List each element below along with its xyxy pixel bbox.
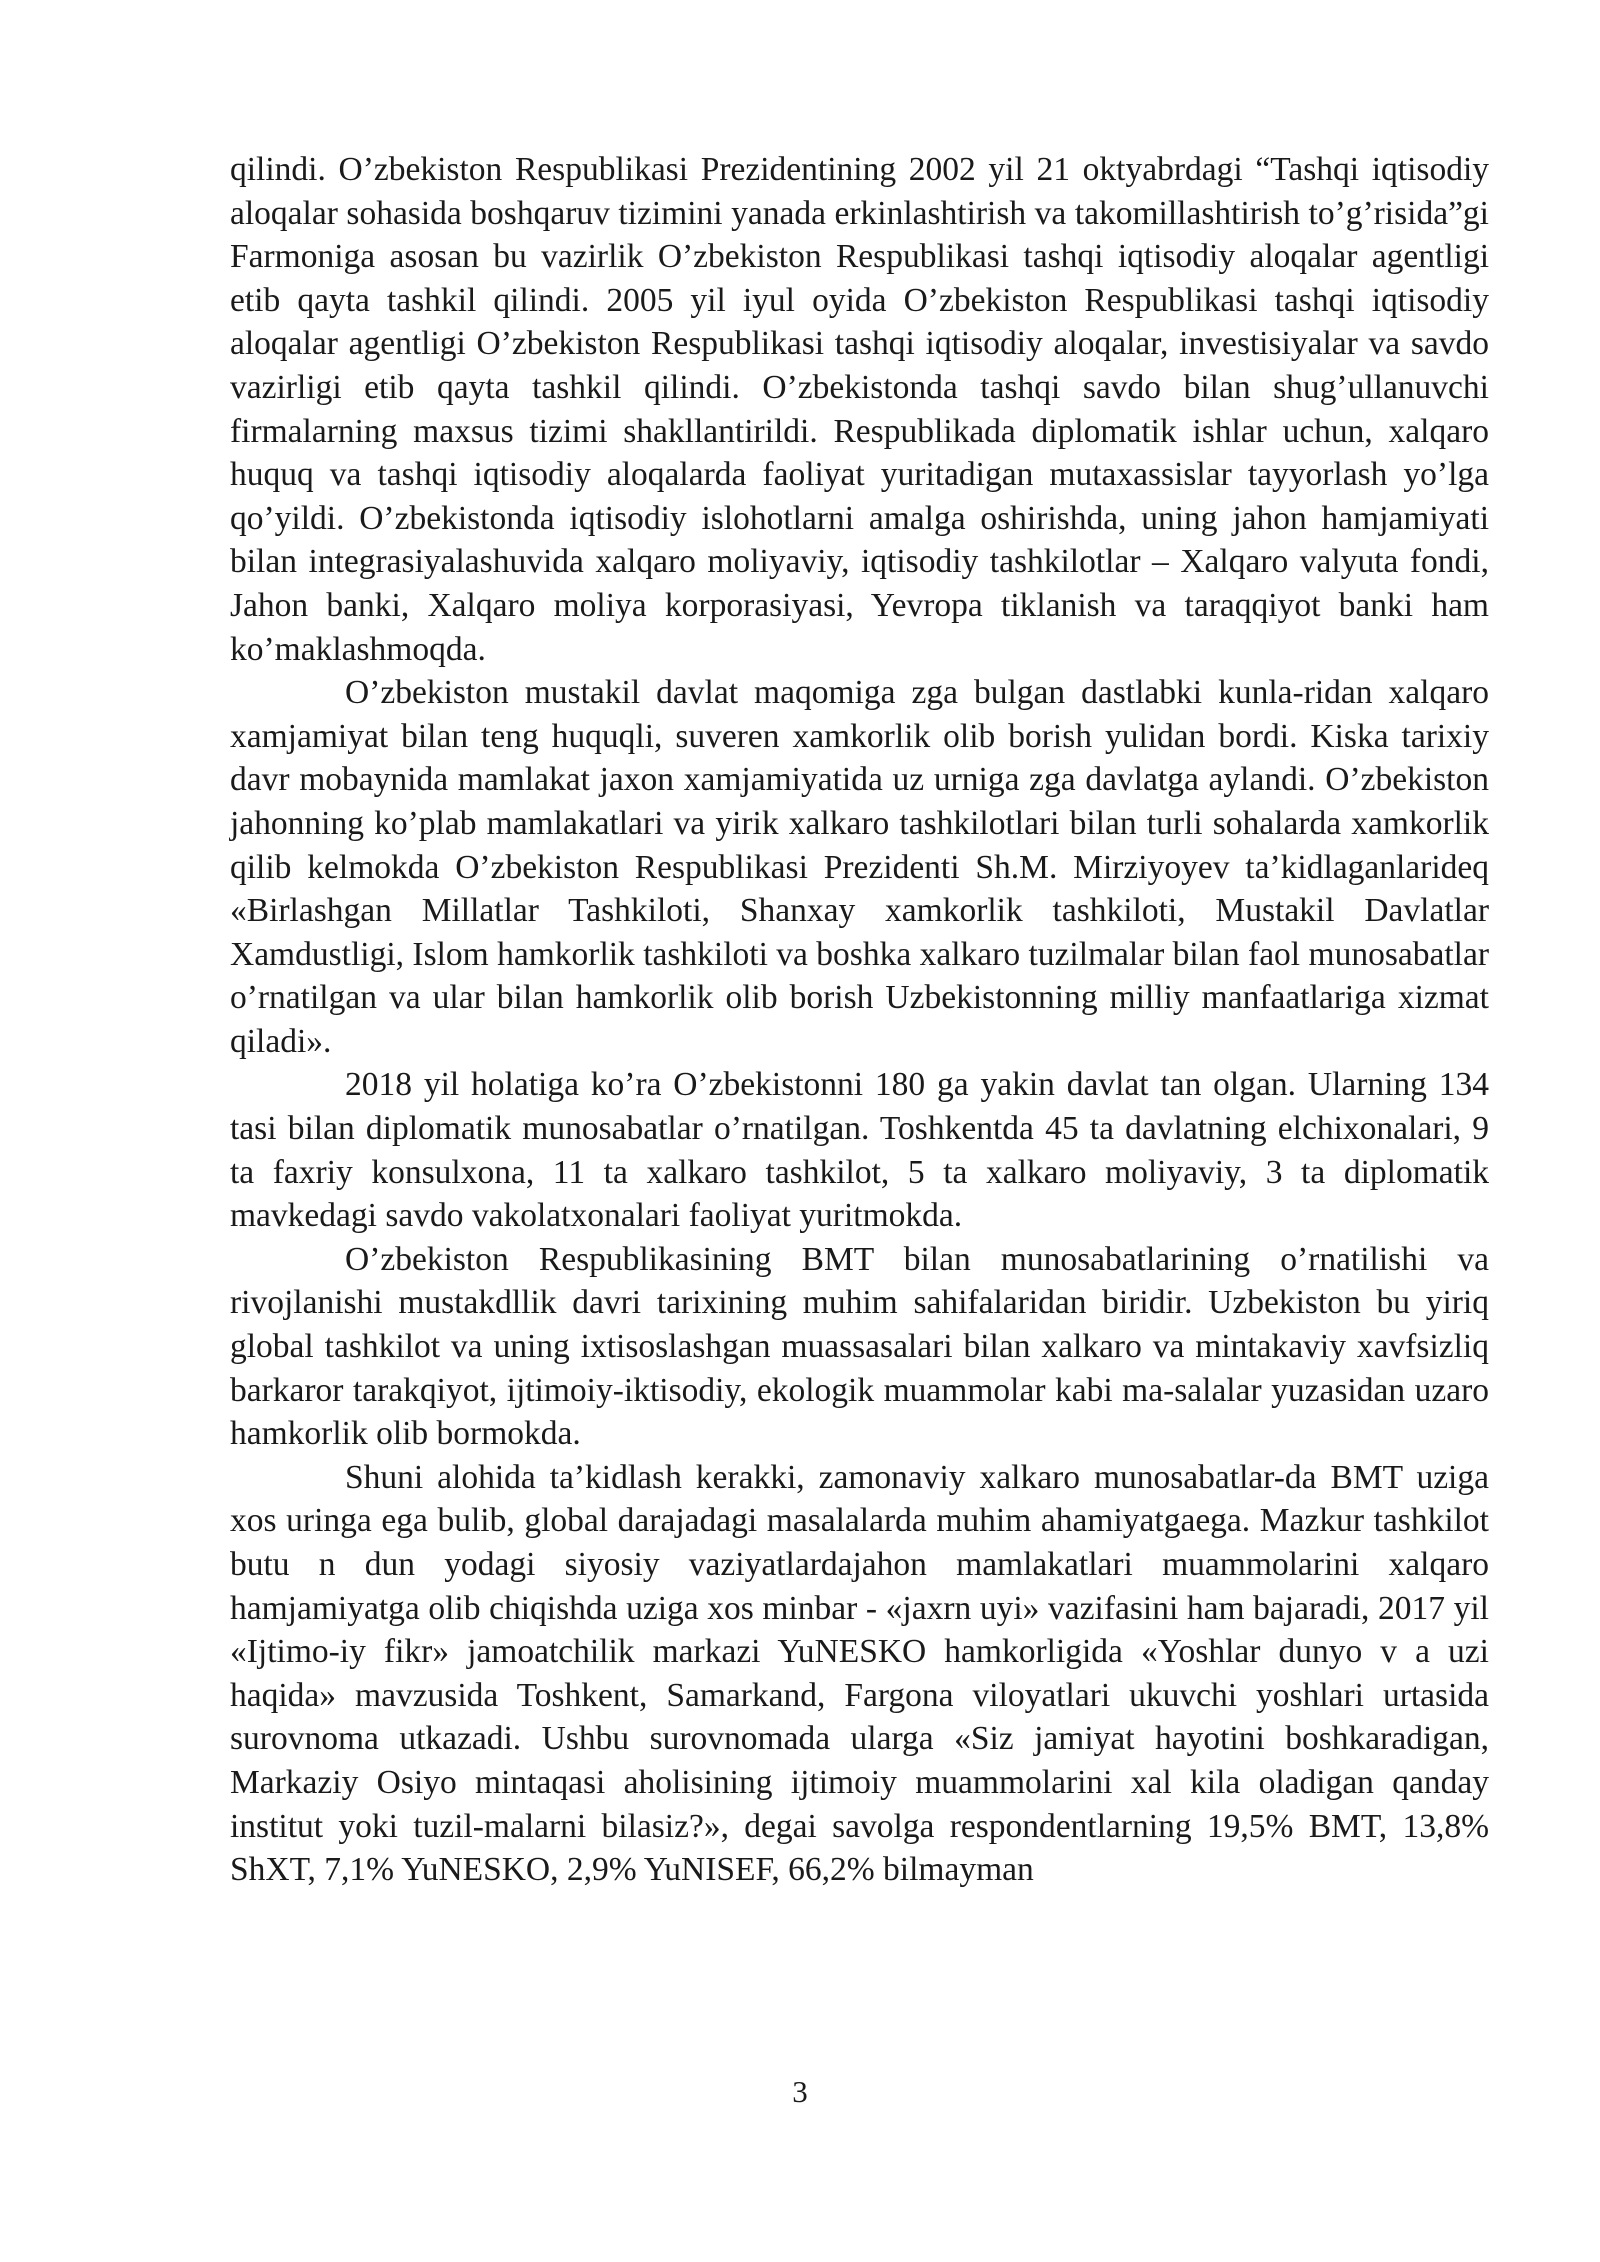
paragraph-un-relations: O’zbekiston Respublikasining BMT bilan munosabatlarining o’rnatilishi va rivojlanishi mustakdllik davri tarixining muhim sahifalaridan biridir. Uzbekiston bu yiriq global tashkilot va uning ixtisoslashgan muassasalari bilan xalkaro va mintakaviy xavfsizliq barkaror tarakqiyot, ijtimoiy-iktisodiy, ekologik muammolar kabi ma-salalar yuzasidan uzaro hamkorlik olib bormokda.	[230, 1240, 1489, 1453]
body-text	[230, 148, 1489, 1892]
page-number: 3	[792, 2074, 808, 2109]
paragraph-continuation: qilindi. O’zbekiston Respublikasi Prezidentining 2002 yil 21 oktyabrdagi “Tashqi iqtisodiy aloqalar sohasida boshqaruv tizimini yanada erkinlashtirish va takomillashtirish to’g’risida”gi Farmoniga asosan bu vazirlik O’zbekiston Respublikasi tashqi iqtisodiy aloqalar agentligi etib qayta tashkil qilindi. 2005 yil iyul oyida O’zbekiston Respublikasi tashqi iqtisodiy aloqalar agentligi O’zbekiston Respublikasi tashqi iqtisodiy aloqalar, investisiyalar va savdo vazirligi etib qayta tashkil qilindi. O’zbekistonda tashqi savdo bilan shug’ullanuvchi firmalarning maxsus tizimi shakllantirildi. Respublikada diplomatik ishlar uchun, xalqaro huquq va tashqi iqtisodiy aloqalarda faoliyat yuritadigan mutaxassislar tayyorlash yo’lga qo’yildi. O’zbekistonda iqtisodiy islohotlarni amalga oshirishda, uning jahon hamjamiyati bilan integrasiyalashuvida xalqaro moliyaviy, iqtisodiy tashkilotlar – Xalqaro valyuta fondi, Jahon banki, Xalqaro moliya korporasiyasi, Yevropa tiklanish va taraqqiyot banki ham ko’maklashmoqda.	[230, 151, 1489, 668]
paragraph-un-role-survey: Shuni alohida ta’kidlash kerakki, zamonaviy xalkaro munosabatlar-da BMT uziga xos uringa ega bulib, global darajadagi masalalarda muhim ahamiyatgaega. Mazkur tashkilot butu n dun yodagi siyosiy vaziyatlardajahon mamlakatlari muammolarini xalqaro hamjamiyatga olib chiqishda uziga xos minbar - «jaxrn uyi» vazifasini ham bajaradi, 2017 yil «Ijtimo-iy fikr» jamoatchilik markazi YuNESKO hamkorligida «Yoshlar dunyo v a uzi haqida» mavzusida Toshkent, Samarkand, Fargona viloyatlari ukuvchi yoshlari urtasida surovnoma utkazadi. Ushbu surovnomada ularga «Siz jamiyat hayotini boshkaradigan, Markaziy Osiyo mintaqasi aholisining ijtimoiy muammolarini xal kila oladigan qanday institut yoki tuzil-malarni bilasiz?», degai savolga respondentlarning 19,5% BMT, 13,8% ShXT, 7,1% YuNESKO, 2,9% YuNISEF, 66,2% bilmayman	[230, 1458, 1489, 1889]
paragraph-recognition-2018: 2018 yil holatiga ko’ra O’zbekistonni 180 ga yakin davlat tan olgan. Ularning 134 tasi bilan diplomatik munosabatlar o’rnatilgan. Toshkentda 45 ta davlatning elchixonalari, 9 ta faxriy konsulxona, 11 ta xalkaro tashkilot, 5 ta xalkaro moliyaviy, 3 ta diplomatik mavkedagi savdo vakolatxonalari faoliyat yuritmokda.	[230, 1066, 1489, 1235]
paragraph-independence: O’zbekiston mustakil davlat maqomiga zga bulgan dastlabki kunla-ridan xalqaro xamjamiyat bilan teng huquqli, suveren xamkorlik olib borish yulidan bordi. Kiska tarixiy davr mobaynida mamlakat jaxon xamjamiyatida uz urniga zga davlatga aylandi. O’zbekiston jahonning ko’plab mamlakatlari va yirik xalkaro tashkilotlari bilan turli sohalarda xamkorlik qilib kelmokda O’zbekiston Respublikasi Prezidenti Sh.M. Mirziyoyev ta’kidlaganlarideq «Birlashgan Millatlar Tashkiloti, Shanxay xamkorlik tashkiloti, Mustakil Davlatlar Xamdustligi, Islom hamkorlik tashkiloti va boshka xalkaro tuzilmalar bilan faol munosabatlar o’rnatilgan va ular bilan hamkorlik olib borish Uzbekistonning milliy manfaatlariga xizmat qiladi».	[230, 674, 1489, 1060]
